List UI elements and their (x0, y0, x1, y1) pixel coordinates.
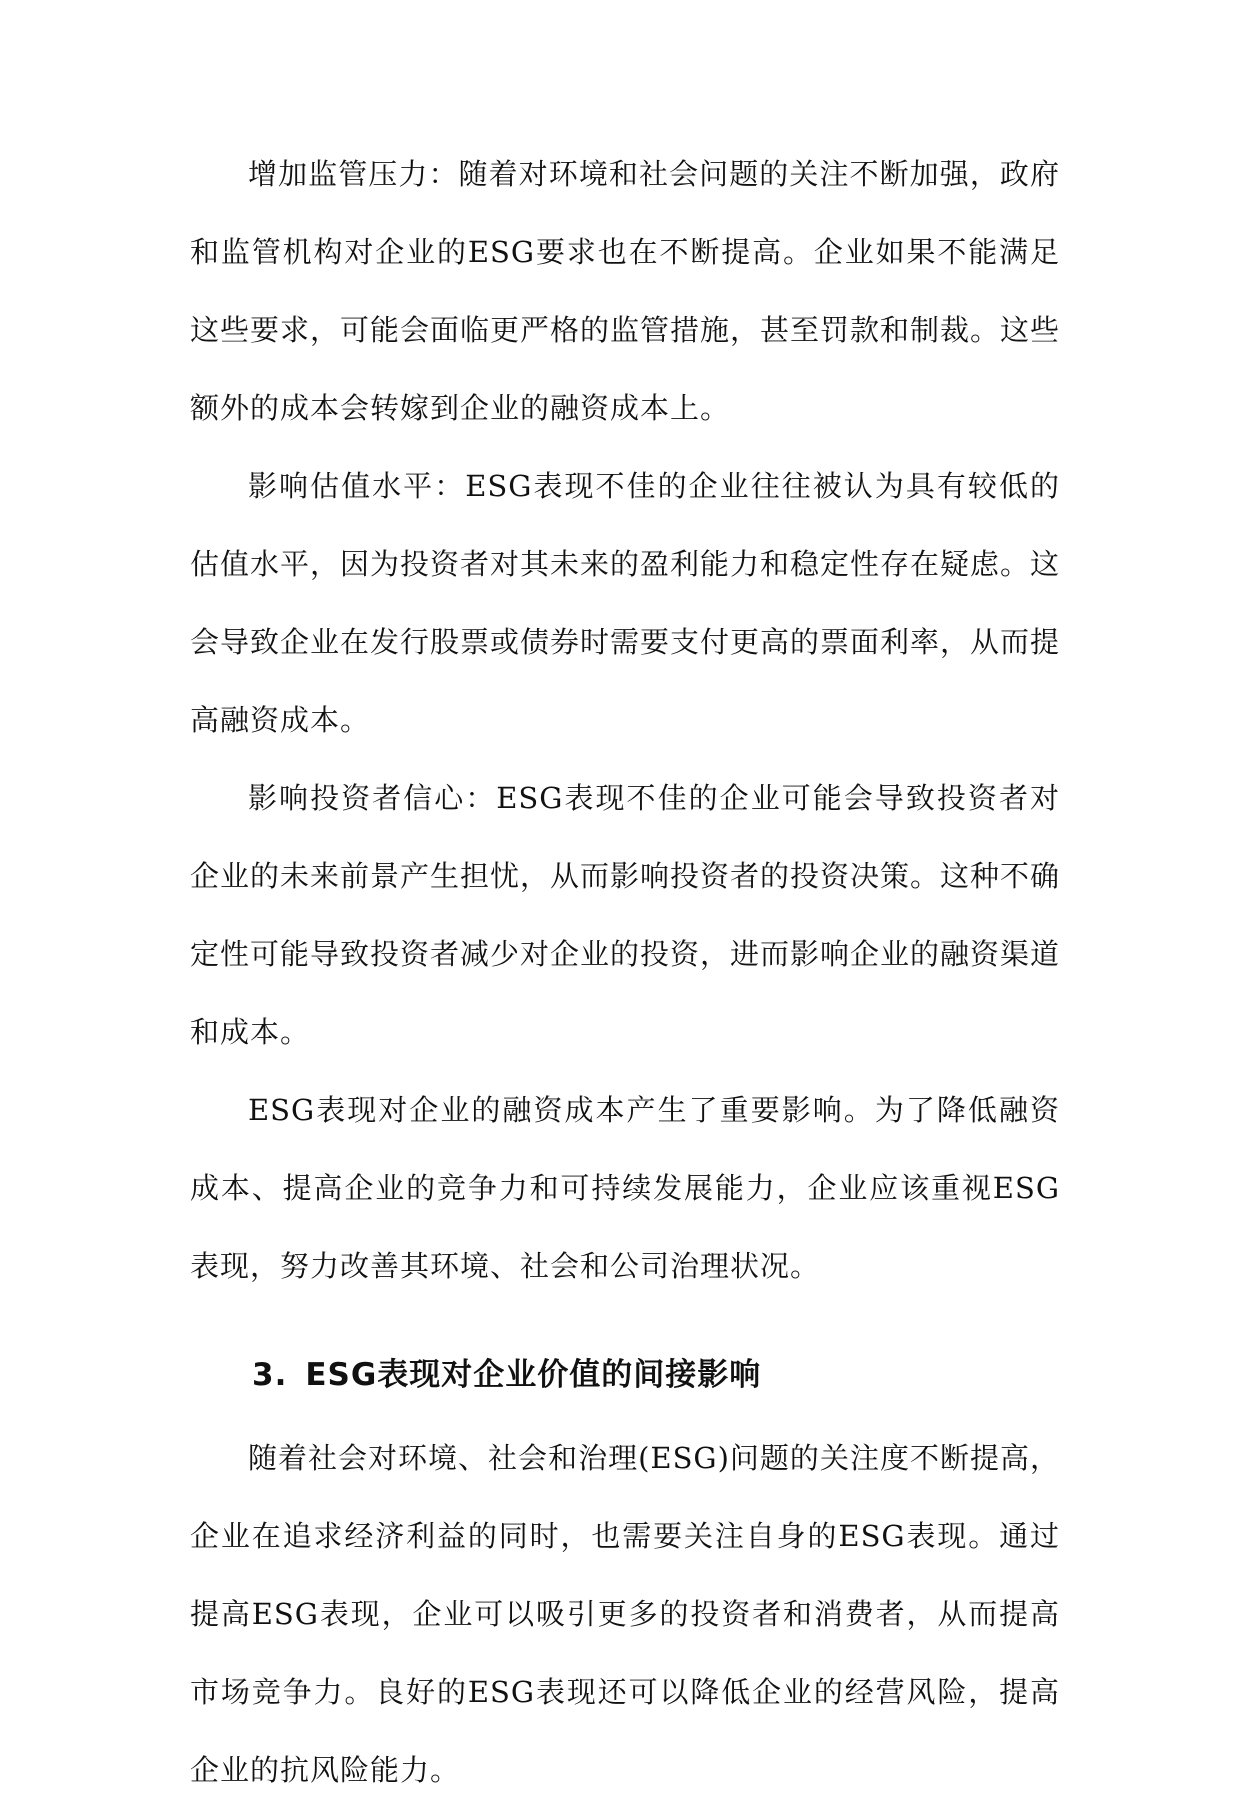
paragraph-investor-confidence: 影响投资者信心：ESG表现不佳的企业可能会导致投资者对企业的未来前景产生担忧，从而影响投资者的投资决策。这种不确定性可能导致投资者减少对企业的投资，进而影响企业的融资渠道和成本。 (190, 781, 1061, 1049)
section-heading (190, 1335, 1060, 1415)
section-title: ESG表现对企业价值的间接影响 (305, 1357, 762, 1393)
document-body (190, 135, 1060, 1809)
paragraph-indirect-impact: 随着社会对环境、社会和治理(ESG)问题的关注度不断提高，企业在追求经济利益的同时，也需要关注自身的ESG表现。通过提高ESG表现，企业可以吸引更多的投资者和消费者，从而提高市场竞争力。良好的ESG表现还可以降低企业的经营风险，提高企业的抗风险能力。 (190, 1441, 1060, 1787)
paragraph-regulatory-pressure: 增加监管压力：随着对环境和社会问题的关注不断加强，政府和监管机构对企业的ESG要求也在不断提高。企业如果不能满足这些要求，可能会面临更严格的监管措施，甚至罚款和制裁。这些额外的成本会转嫁到企业的融资成本上。 (190, 157, 1061, 425)
section-number: 3. (252, 1357, 288, 1393)
paragraph-valuation-level: 影响估值水平：ESG表现不佳的企业往往被认为具有较低的估值水平，因为投资者对其未来的盈利能力和稳定性存在疑虑。这会导致企业在发行股票或债券时需要支付更高的票面利率，从而提高融资成本。 (190, 469, 1061, 737)
paragraph-financing-cost-summary: ESG表现对企业的融资成本产生了重要影响。为了降低融资成本、提高企业的竞争力和可持续发展能力，企业应该重视ESG表现，努力改善其环境、社会和公司治理状况。 (190, 1093, 1060, 1283)
